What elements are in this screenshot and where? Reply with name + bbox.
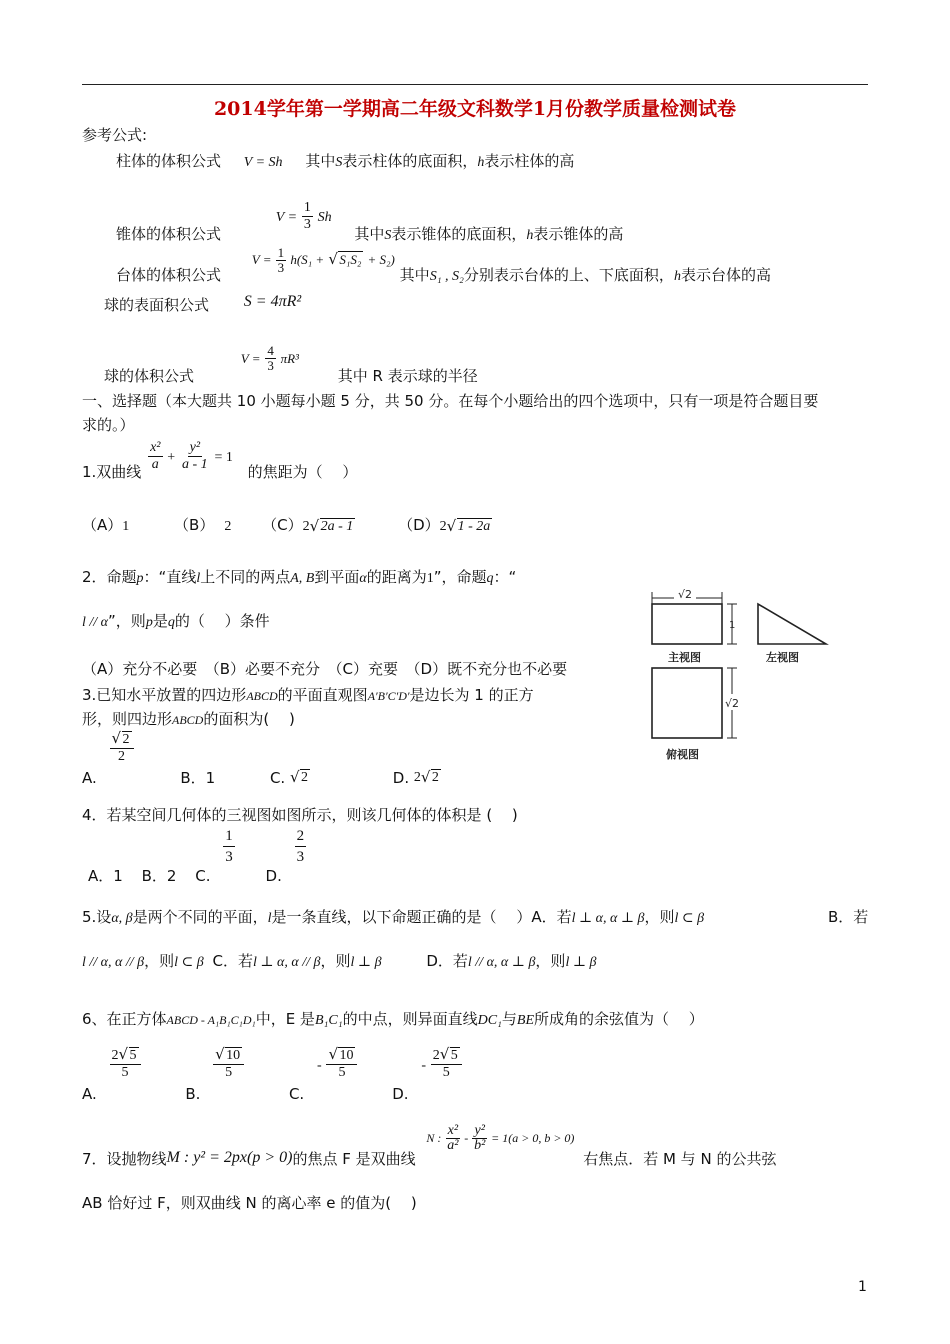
prism-formula: 柱体的体积公式 V = Sh 其中S表示柱体的底面积，h表示柱体的高 [116, 152, 575, 170]
question-2-options: （A）充分不必要 （B）必要不充分 （C）充要 （D）既不充分也不必要 [82, 660, 568, 678]
question-6-options: A. 2 √ 5 5 B. √ 10 5 C. - √ 10 5 D. - 2 √ 5 5 [82, 1048, 462, 1081]
question-4: 4．若某空间几何体的三视图如图所示，则该几何体的体积是 ( ) [82, 806, 518, 824]
formulas-heading: 参考公式: [82, 126, 148, 144]
question-3-cont: 形，则四边形ABCD的面积为( ) [82, 710, 295, 728]
question-6: 6、在正方体ABCD - A₁B₁C₁D₁中，E 是B₁C₁的中点，则异面直线DC₁与BE所成角的余弦值为（ ） [82, 1010, 704, 1028]
question-5: 5.设α, β是两个不同的平面，l是一条直线，以下命题正确的是（ ）A．若l ⊥ α, α ⊥ β，则l ⊂ β [82, 908, 705, 926]
svg-text:√2: √2 [725, 697, 740, 710]
frustum-formula: 台体的体积公式 V = $\frac{1}{3}$ h(S₁ + √ S₁S₂ + S₂) 其中S₁ , S₂分别表示台体的上、下底面积，h表示台体的高 [116, 245, 771, 284]
cone-formula: 锥体的体积公式 V = $\frac{1}{3}$ Sh 其中S表示锥体的底面积，h表示锥体的高 [116, 200, 624, 243]
sphere-volume-formula: 球的体积公式 V = $\frac{4}{3}$ πR³ 其中 R 表示球的半径 [104, 343, 478, 385]
question-7: 7．设抛物线M : y² = 2px(p > 0)的焦点 F 是双曲线 N : $\frac{\text{x²}}{\text{a²}}$ - $\frac{\text{y²}}{\text{b²}}$ = 1(a > 0, b > 0) 右焦点．若 M 与 N 的公共弦 [82, 1123, 777, 1168]
question-2-cont: l // α”，则p是q的（ ）条件 [82, 612, 270, 630]
question-3: 3.已知水平放置的四边形ABCD的平面直观图A′B′C′D′是边长为 1 的正方 [82, 686, 534, 704]
left-view [758, 604, 826, 644]
question-1-options: （A）1 （B） 2 （C）2 √ 2a - 1 （D）2 √ 1 - 2a [82, 516, 491, 535]
front-view [652, 604, 722, 644]
three-view-figure [636, 584, 836, 774]
question-3-options: A. √ 2 2 B．1 C. √ 2 D. 2 √ 2 [82, 729, 439, 787]
fig-front-side: 1 [729, 620, 736, 631]
three-view-drawing [636, 584, 836, 774]
fig-top-label: 2 [685, 588, 693, 601]
header-rule [82, 84, 868, 85]
question-5-cont: l // α, α // β，则l ⊂ β C．若l ⊥ α, α // β，则l ⊥ β D．若l // α, α ⊥ β，则l ⊥ β [82, 952, 597, 970]
left-view-label: 左视图 [766, 651, 799, 664]
question-7-cont: AB 恰好过 F，则双曲线 N 的离心率 e 的值为( ) [82, 1194, 417, 1212]
question-4-options: A．1 B．2 C. $\frac{1}{3}$ D. $\frac{2}{3}$ [88, 828, 305, 885]
section-heading-cont: 求的。） [82, 416, 135, 434]
cone-fraction: $\frac{1}{3}$ [303, 200, 311, 232]
top-view-label: 俯视图 [666, 748, 699, 761]
fig-top-side: 2 [732, 697, 740, 710]
page-number: 1 [858, 1279, 867, 1295]
page-title: 2014学年第一学期高二年级文科数学1月份教学质量检测试卷 [213, 98, 737, 120]
question-2: 2．命题p：“直线l上不同的两点A, B到平面α的距离为1”，命题q：“ [82, 568, 517, 586]
section-heading: 一、选择题（本大题共 10 小题每小题 5 分，共 50 分。在每个小题给出的四个选项中，只有一项是符合题目要 [82, 392, 819, 410]
sphere-area-formula: 球的表面积公式 S = 4πR² [104, 293, 302, 314]
top-view [652, 668, 722, 738]
svg-text:√2: √2 [678, 588, 693, 601]
front-view-label: 主视图 [668, 651, 701, 664]
question-1: 1.双曲线 $\frac{\text{x²}}{a}$ + $\frac{\text{y²}}{a - 1}$ = 1 的焦距为（ ） [82, 440, 358, 481]
question-5-optB: B．若 [828, 908, 869, 926]
